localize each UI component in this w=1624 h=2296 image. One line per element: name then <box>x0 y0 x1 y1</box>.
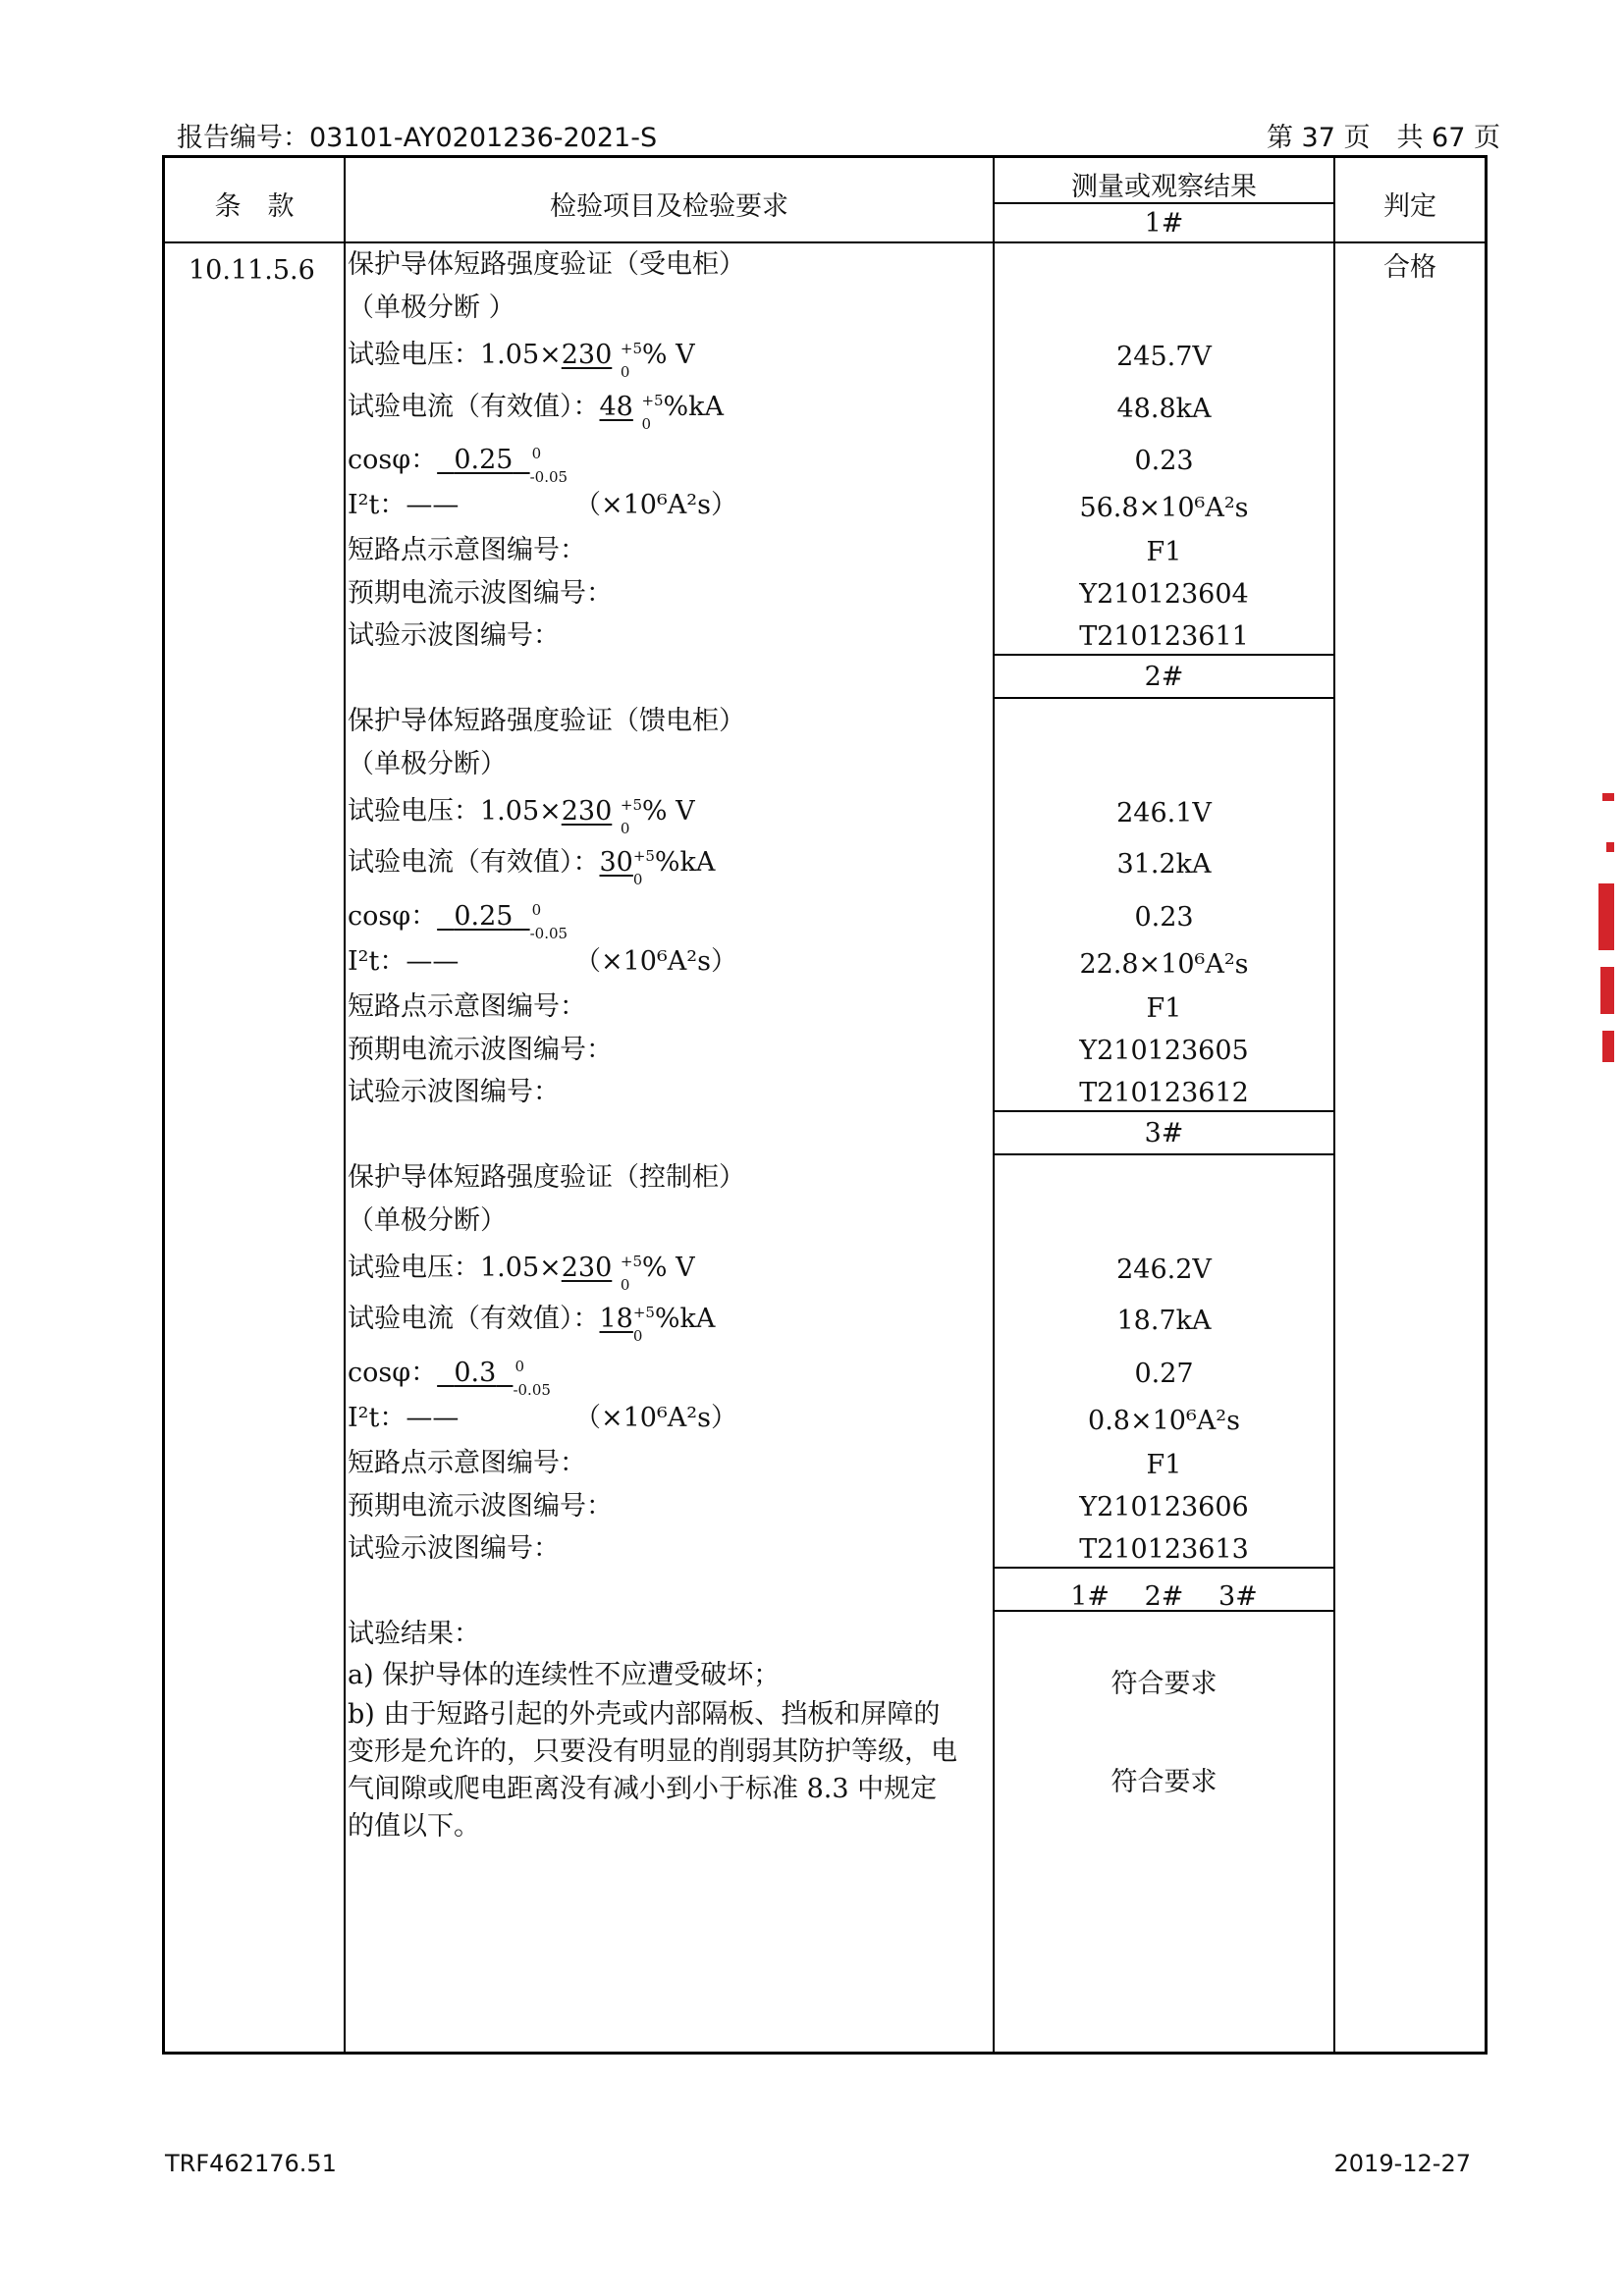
current-nominal: 48 <box>599 392 633 422</box>
results-heading: 试验结果： <box>348 1619 480 1649</box>
clause-number: 10.11.5.6 <box>189 255 315 286</box>
current-label: 试验电流（有效值）： <box>348 392 600 422</box>
cos-nominal: 0.25 <box>454 445 514 475</box>
current-requirement <box>348 846 716 888</box>
result-b-line-3: 气间隙或爬电距离没有减小到小于标准 8.3 中规定 <box>348 1774 938 1804</box>
result-b-value: 符合要求 <box>1110 1767 1218 1797</box>
voltage-nominal: 230 <box>561 796 613 827</box>
voltage-tolerance: +5 0 <box>620 339 643 381</box>
voltage-tolerance: +5 0 <box>620 795 643 837</box>
current-requirement <box>348 391 724 433</box>
prospective-value: Y210123606 <box>1079 1492 1249 1522</box>
form-date: 2019-12-27 <box>1333 2150 1471 2177</box>
form-number: TRF462176.51 <box>165 2150 337 2177</box>
cos-nominal: 0.3 <box>454 1358 497 1388</box>
voltage-value: 245.7V <box>1116 342 1212 372</box>
current-value: 31.2kA <box>1116 849 1212 880</box>
page-indicator: 第 37 页 共 67 页 <box>1266 123 1500 153</box>
current-label: 试验电流（有效值）： <box>348 847 600 878</box>
test-trace-label: 试验示波图编号： <box>348 1533 560 1564</box>
point-diagram-label: 短路点示意图编号： <box>348 1448 586 1478</box>
point-value: F1 <box>1146 1450 1182 1480</box>
voltage-requirement <box>348 339 695 381</box>
test-title: 保护导体短路强度验证（控制柜） <box>348 1162 745 1193</box>
current-tolerance: +5 0 <box>632 1303 655 1345</box>
current-unit: %kA <box>654 1304 716 1334</box>
cos-tolerance: 0 -0.05 <box>529 900 568 942</box>
point-value: F1 <box>1146 537 1182 567</box>
current-unit: %kA <box>663 392 724 422</box>
voltage-unit: % V <box>641 340 695 370</box>
current-unit: %kA <box>654 847 716 878</box>
cos-value: 0.23 <box>1134 902 1194 933</box>
cos-tolerance: 0 -0.05 <box>529 444 568 486</box>
i2t-label: I²t：—— <box>348 490 460 520</box>
voltage-unit: % V <box>641 1253 695 1283</box>
i2t-label: I²t：—— <box>348 946 460 977</box>
clause-header: 条 款 <box>214 191 295 222</box>
prospective-trace-label: 预期电流示波图编号： <box>348 1491 613 1522</box>
i2t-unit: （×10⁶A²s） <box>574 490 737 520</box>
verdict: 合格 <box>1383 252 1436 283</box>
voltage-unit: % V <box>641 796 695 827</box>
current-tolerance: +5 0 <box>641 391 664 433</box>
voltage-nominal: 230 <box>561 1253 613 1283</box>
i2t-value: 56.8×10⁶A²s <box>1079 493 1249 523</box>
report-number: 报告编号：03101-AY0201236-2021-S <box>177 123 658 153</box>
current-nominal: 18 <box>599 1304 633 1334</box>
voltage-requirement <box>348 795 695 837</box>
i2t-label: I²t：—— <box>348 1403 460 1433</box>
result-header: 测量或观察结果 <box>1071 172 1257 202</box>
result-a-text: a) 保护导体的连续性不应遭受破坏； <box>348 1660 781 1690</box>
trace-value: T210123611 <box>1079 621 1249 652</box>
cos-label: cosφ： <box>348 1358 438 1388</box>
cos-label: cosφ： <box>348 901 438 932</box>
result-b-line-4: 的值以下。 <box>348 1811 480 1842</box>
current-tolerance: +5 0 <box>632 846 655 888</box>
prospective-value: Y210123604 <box>1079 579 1249 610</box>
sample-tag-3: 3# <box>1144 1118 1184 1148</box>
trace-value: T210123612 <box>1079 1078 1249 1108</box>
cos-value: 0.27 <box>1134 1359 1194 1389</box>
current-label: 试验电流（有效值）： <box>348 1304 600 1334</box>
result-b-line-2: 变形是允许的，只要没有明显的削弱其防护等级，电 <box>348 1736 957 1767</box>
result-a-value: 符合要求 <box>1110 1669 1218 1699</box>
prospective-value: Y210123605 <box>1079 1036 1249 1066</box>
point-diagram-label: 短路点示意图编号： <box>348 535 586 565</box>
test-subtitle: （单极分断 ） <box>348 293 515 323</box>
cos-requirement <box>348 444 575 486</box>
test-title: 保护导体短路强度验证（受电柜） <box>348 249 745 280</box>
voltage-label: 试验电压：1.05× <box>348 796 562 827</box>
results-sample-tags: 1# 2# 3# <box>1070 1581 1258 1612</box>
test-trace-label: 试验示波图编号： <box>348 1077 560 1107</box>
i2t-unit: （×10⁶A²s） <box>574 1403 737 1433</box>
point-value: F1 <box>1146 993 1182 1024</box>
i2t-value: 0.8×10⁶A²s <box>1088 1406 1240 1436</box>
current-value: 18.7kA <box>1116 1306 1212 1336</box>
voltage-requirement <box>348 1252 695 1294</box>
voltage-value: 246.1V <box>1116 798 1212 828</box>
current-value: 48.8kA <box>1116 394 1212 424</box>
test-subtitle: （单极分断） <box>348 1205 507 1236</box>
cos-nominal: 0.25 <box>454 901 514 932</box>
point-diagram-label: 短路点示意图编号： <box>348 991 586 1022</box>
cos-value: 0.23 <box>1134 446 1194 476</box>
current-requirement <box>348 1303 716 1345</box>
test-title: 保护导体短路强度验证（馈电柜） <box>348 706 745 736</box>
test-subtitle: （单极分断） <box>348 749 507 779</box>
cos-requirement <box>348 1357 558 1399</box>
result-b-line-1: b) 由于短路引起的外壳或内部隔板、挡板和屏障的 <box>348 1699 941 1730</box>
cos-tolerance: 0 -0.05 <box>513 1357 551 1399</box>
item-header: 检验项目及检验要求 <box>550 191 788 222</box>
voltage-label: 试验电压：1.05× <box>348 1253 562 1283</box>
cos-requirement <box>348 900 575 942</box>
verdict-header: 判定 <box>1383 191 1436 222</box>
current-nominal: 30 <box>599 847 633 878</box>
test-trace-label: 试验示波图编号： <box>348 620 560 651</box>
prospective-trace-label: 预期电流示波图编号： <box>348 1035 613 1065</box>
i2t-value: 22.8×10⁶A²s <box>1079 949 1249 980</box>
voltage-label: 试验电压：1.05× <box>348 340 562 370</box>
sample-tag-2: 2# <box>1144 662 1184 692</box>
voltage-nominal: 230 <box>561 340 613 370</box>
voltage-tolerance: +5 0 <box>620 1252 643 1294</box>
trace-value: T210123613 <box>1079 1534 1249 1565</box>
prospective-trace-label: 预期电流示波图编号： <box>348 578 613 609</box>
cos-label: cosφ： <box>348 445 438 475</box>
voltage-value: 246.2V <box>1116 1255 1212 1285</box>
i2t-unit: （×10⁶A²s） <box>574 946 737 977</box>
result-subheader-1: 1# <box>1144 208 1184 239</box>
